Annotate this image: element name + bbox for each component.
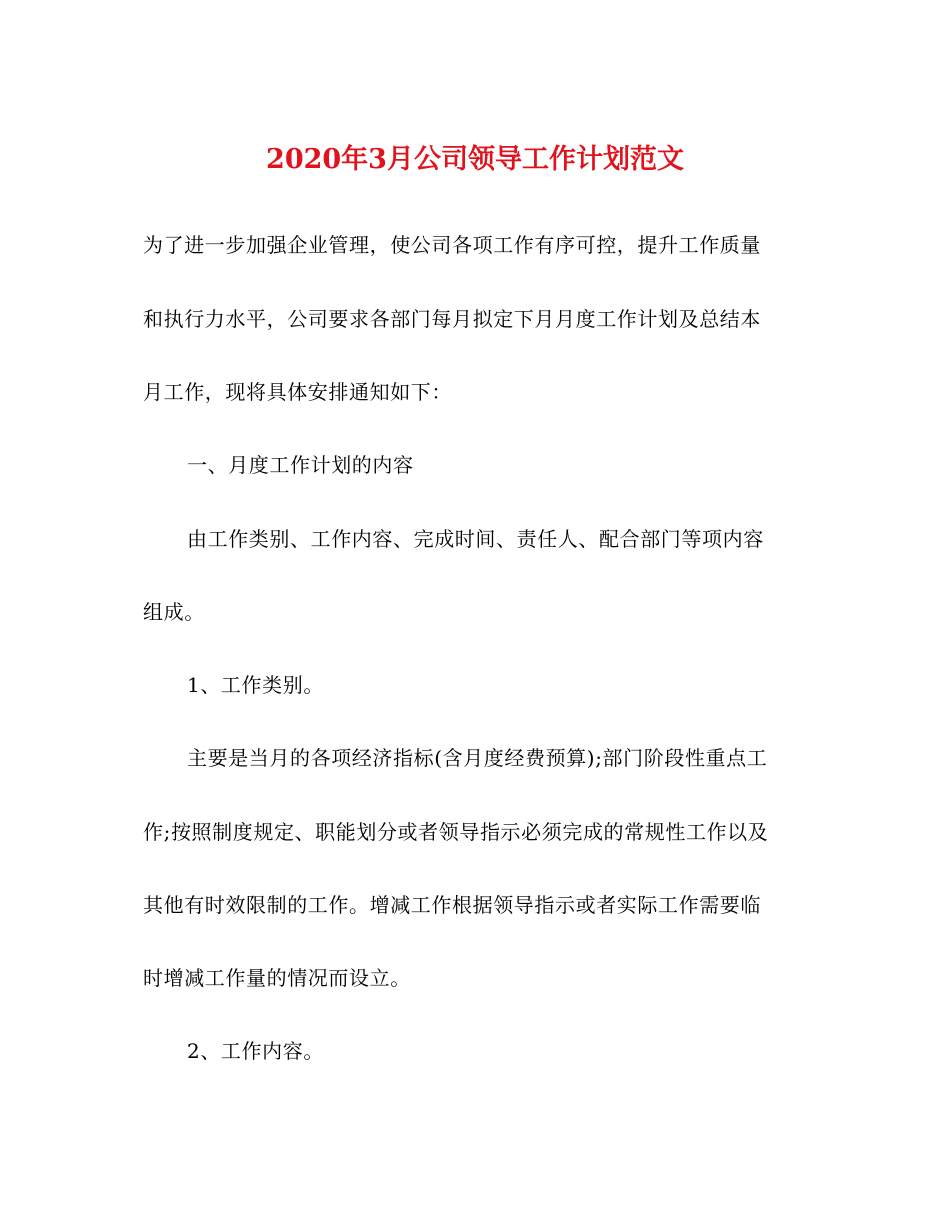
paragraph-line: 为了进一步加强企业管理，使公司各项工作有序可控，提升工作质量	[143, 233, 761, 257]
paragraph-line: 其他有时效限制的工作。增减工作根据领导指示或者实际工作需要临	[143, 893, 761, 917]
document-title: 2020年3月公司领导工作计划范文	[266, 144, 684, 175]
paragraph-line: 月工作，现将具体安排通知如下：	[143, 380, 452, 404]
paragraph-line: 由工作类别、工作内容、完成时间、责任人、配合部门等项内容	[187, 527, 764, 551]
subsection-heading: 2、工作内容。	[187, 1039, 324, 1063]
paragraph-line: 和执行力水平，公司要求各部门每月拟定下月月度工作计划及总结本	[143, 307, 761, 331]
paragraph-line: 作;按照制度规定、职能划分或者领导指示必须完成的常规性工作以及	[143, 820, 769, 844]
subsection-heading: 1、工作类别。	[187, 673, 324, 697]
paragraph-line: 主要是当月的各项经济指标(含月度经费预算);部门阶段性重点工	[187, 746, 768, 770]
paragraph-line: 时增减工作量的情况而设立。	[143, 966, 411, 990]
section-heading: 一、月度工作计划的内容	[187, 453, 414, 477]
paragraph-line: 组成。	[143, 600, 205, 624]
